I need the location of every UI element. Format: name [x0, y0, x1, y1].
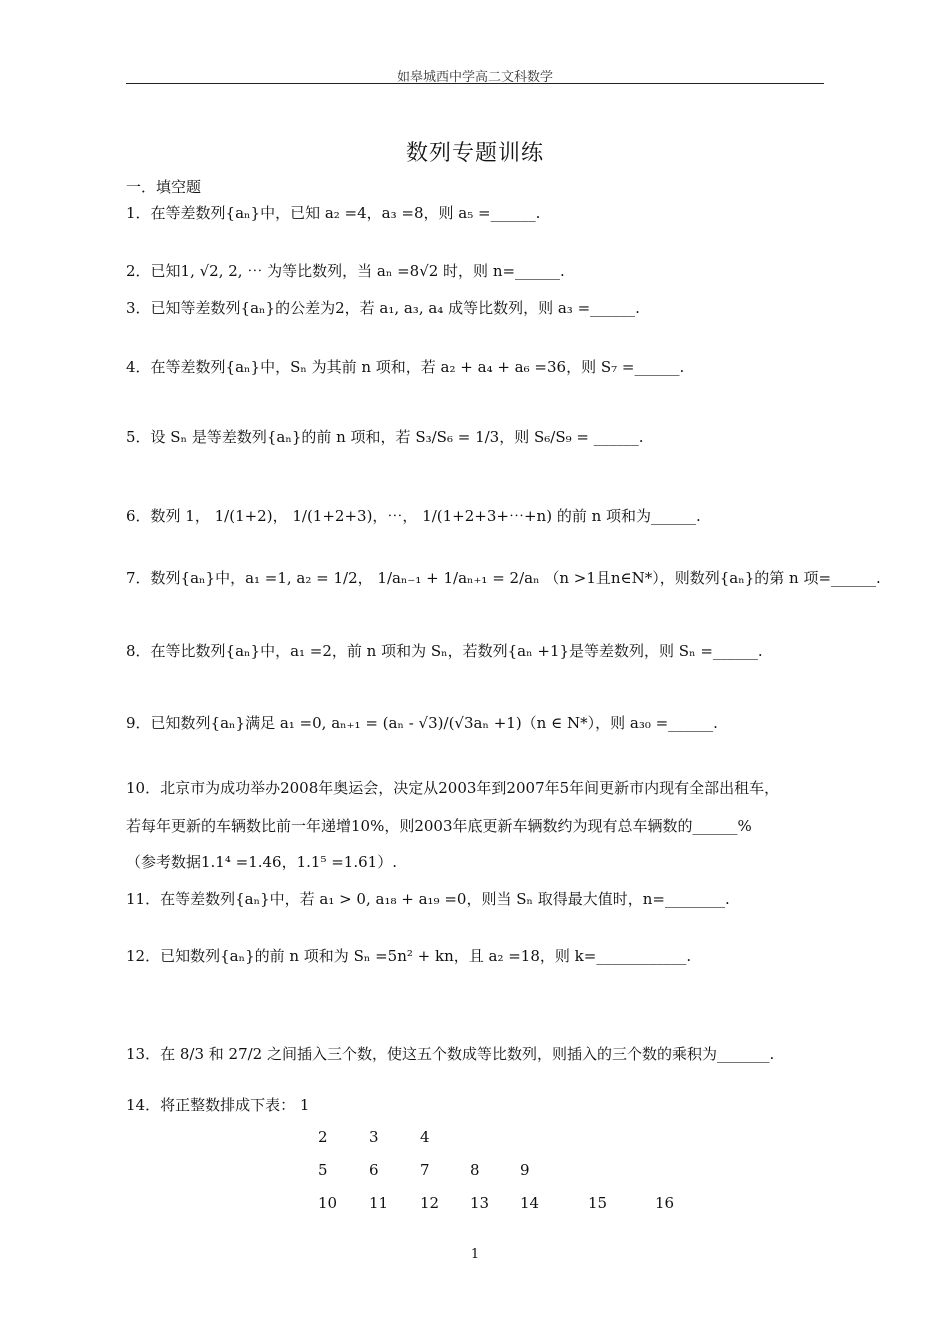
table-cell: 8 [470, 1161, 480, 1179]
problem-10-line-3: （参考数据1.1⁴ =1.46，1.1⁵ =1.61）. [126, 853, 397, 871]
section-heading: 一．填空题 [126, 178, 202, 196]
problem-14: 14．将正整数排成下表： 1 [126, 1096, 310, 1114]
problem-8: 8．在等比数列{aₙ}中，a₁ =2，前 n 项和为 Sₙ，若数列{aₙ +1}是等差数列，则 Sₙ =______. [126, 642, 763, 660]
table-cell: 7 [420, 1161, 430, 1179]
table-cell: 2 [318, 1128, 328, 1146]
table-cell: 16 [655, 1194, 675, 1212]
header-rule [126, 83, 824, 84]
table-cell: 11 [369, 1194, 389, 1212]
problem-4: 4．在等差数列{aₙ}中，Sₙ 为其前 n 项和，若 a₂ + a₄ + a₆ =36，则 S₇ =______. [126, 358, 685, 376]
page-number: 1 [470, 1247, 480, 1262]
problem-6: 6．数列 1， 1/(1+2)， 1/(1+2+3)，⋯， 1/(1+2+3+⋯+n) 的前 n 项和为______. [126, 507, 701, 525]
table-cell: 6 [369, 1161, 379, 1179]
problem-13: 13．在 8/3 和 27/2 之间插入三个数，使这五个数成等比数列，则插入的三个数的乘积为_______. [126, 1045, 775, 1063]
problem-9: 9．已知数列{aₙ}满足 a₁ =0, aₙ₊₁ = (aₙ - √3)/(√3aₙ +1)（n ∈ N*），则 a₃₀ =______. [126, 714, 718, 732]
table-cell: 14 [520, 1194, 540, 1212]
table-cell: 15 [588, 1194, 608, 1212]
table-cell: 3 [369, 1128, 379, 1146]
problem-3: 3．已知等差数列{aₙ}的公差为2，若 a₁, a₃, a₄ 成等比数列，则 a₃ =______. [126, 299, 640, 317]
problem-7: 7．数列{aₙ}中，a₁ =1, a₂ = 1/2， 1/aₙ₋₁ + 1/aₙ₊₁ = 2/aₙ （n >1且n∈N*），则数列{aₙ}的第 n 项=______. [126, 569, 881, 587]
page-title: 数列专题训练 [405, 141, 544, 166]
table-cell: 12 [420, 1194, 440, 1212]
problem-10-line-1: 10．北京市为成功举办2008年奥运会，决定从2003年到2007年5年间更新市内现有全部出租车， [126, 779, 780, 797]
table-cell: 4 [420, 1128, 430, 1146]
problem-12: 12．已知数列{aₙ}的前 n 项和为 Sₙ =5n² + kn，且 a₂ =18，则 k=____________. [126, 947, 692, 965]
page-header: 如皋城西中学高二文科数学 [396, 70, 553, 85]
problem-2: 2．已知1, √2, 2, ⋯ 为等比数列，当 aₙ =8√2 时，则 n=______. [126, 262, 565, 280]
table-cell: 13 [470, 1194, 490, 1212]
table-cell: 5 [318, 1161, 328, 1179]
problem-10-line-2: 若每年更新的车辆数比前一年递增10%，则2003年底更新车辆数约为现有总车辆数的______% [126, 817, 752, 835]
table-cell: 9 [520, 1161, 530, 1179]
problem-5: 5．设 Sₙ 是等差数列{aₙ}的前 n 项和，若 S₃/S₆ = 1/3，则 S₆/S₉ = ______. [126, 428, 644, 446]
table-cell: 10 [318, 1194, 338, 1212]
problem-1: 1．在等差数列{aₙ}中，已知 a₂ =4，a₃ =8，则 a₅ =______. [126, 204, 541, 222]
problem-11: 11．在等差数列{aₙ}中，若 a₁ > 0, a₁₈ + a₁₉ =0，则当 Sₙ 取得最大值时，n=________. [126, 890, 730, 908]
